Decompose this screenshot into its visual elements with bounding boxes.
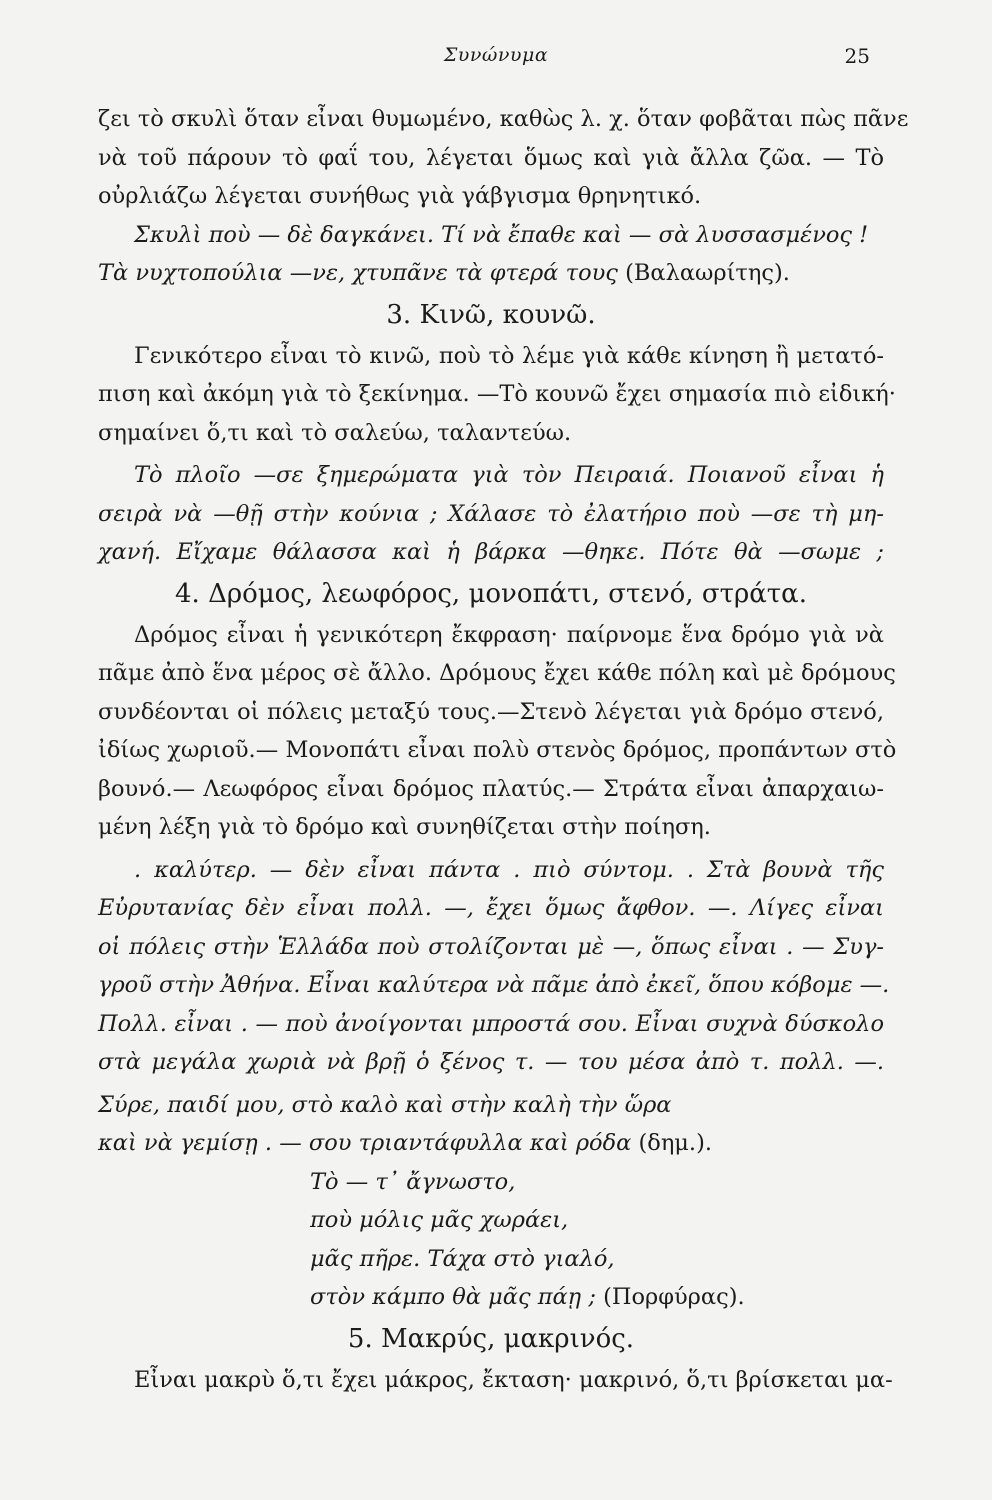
section-heading-5: 5. Μακρύς, μακρινός. — [347, 1323, 635, 1354]
example-line: Πολλ. εἶναι . — ποὺ ἀνοίγονται μπροστά σου. Εἶναι συχνὰ δύσκολο — [98, 1010, 884, 1037]
poem-text: καὶ νὰ γεμίσῃ . — σου τριαντάφυλλα καὶ ρόδα — [98, 1130, 632, 1156]
poem-source: (δημ.). — [638, 1130, 713, 1156]
section-heading-3: 3. Κινῶ, κουνῶ. — [386, 299, 596, 330]
text-line: συνδέονται οἱ πόλεις μεταξύ τους.—Στενὸ λέγεται γιὰ δρόμο στενό, — [98, 698, 884, 725]
poem-line: Σύρε, παιδί μου, στὸ καλὸ καὶ στὴν καλὴ τὴν ὥρα — [98, 1091, 672, 1118]
poem-line: μᾶς πῆρε. Τάχα στὸ γιαλό, — [310, 1245, 615, 1272]
text-line: ζει τὸ σκυλὶ ὅταν εἶναι θυμωμένο, καθὼς λ. χ. ὅταν φοβᾶται πὼς πᾶνε — [98, 106, 909, 132]
text-line: Εἶναι μακρὺ ὅ,τι ἔχει μάκρος, ἔκταση· μακρινό, ὅ,τι βρίσκεται μα- — [134, 1366, 893, 1393]
running-head — [0, 44, 992, 84]
poem-line: ποὺ μόλις μᾶς χωράει, — [310, 1207, 569, 1233]
running-title: Συνώνυμα — [443, 44, 549, 66]
example-text: Τὰ νυχτοπούλια —νε, χτυπᾶνε τὰ φτερά τους — [98, 260, 618, 286]
example-line: Τὸ πλοῖο —σε ξημερώματα γιὰ τὸν Πειραιά. Ποιανοῦ εἶναι ἡ — [134, 462, 884, 488]
example-line: γροῦ στὴν Ἀθήνα. Εἶναι καλύτερα νὰ πᾶμε ἀπὸ ἐκεῖ, ὅπου κόβομε —. — [98, 972, 890, 998]
body-text — [98, 100, 909, 1399]
example-line: σειρὰ νὰ —θῇ στὴν κούνια ; Χάλασε τὸ ἐλατήριο ποὺ —σε τὴ μη- — [98, 500, 884, 527]
poem-text: στὸν κάμπο θὰ μᾶς πάῃ ; — [310, 1284, 596, 1310]
example-line: στὰ μεγάλα χωριὰ νὰ βρῇ ὁ ξένος τ. — του μέσα ἀπὸ τ. πολλ. —. — [98, 1049, 884, 1075]
text-line: Δρόμος εἶναι ἡ γενικότερη ἔκφραση· παίρνομε ἕνα δρόμο γιὰ νὰ — [134, 621, 884, 648]
text-line: βουνό.— Λεωφόρος εἶναι δρόμος πλατύς.— Στράτα εἶναι ἀπαρχαιω- — [98, 775, 884, 802]
example-line: οἱ πόλεις στὴν Ἑλλάδα ποὺ στολίζονται μὲ —, ὅπως εἶναι . — Συγ- — [98, 933, 884, 960]
text-line: νὰ τοῦ πάρουν τὸ φαΐ του, λέγεται ὅμως καὶ γιὰ ἄλλα ζῶα. — Τὸ — [98, 144, 884, 171]
example-line: . καλύτερ. — δὲν εἶναι πάντα . πιὸ σύντομ. . Στὰ βουνὰ τῆς — [134, 856, 884, 883]
text-line: μένη λέξη γιὰ τὸ δρόμο καὶ συνηθίζεται στὴν ποίηση. — [98, 814, 711, 840]
poem-source: (Πορφύρας). — [603, 1284, 745, 1310]
poem-line — [98, 1278, 884, 1317]
text-line: πιση καὶ ἀκόμη γιὰ τὸ ξεκίνημα. —Τὸ κουνῶ ἔχει σημασία πιὸ εἰδική· — [98, 381, 896, 407]
poem-line: Τὸ — τ᾿ ἄγνωστο, — [310, 1168, 516, 1195]
example-line: Σκυλὶ ποὺ — δὲ δαγκάνει. Τί νὰ ἔπαθε καὶ — σὰ λυσσασμένος ! — [134, 221, 869, 248]
section-heading-4: 4. Δρόμος, λεωφόρος, μονοπάτι, στενό, στράτα. — [175, 578, 807, 609]
text-line: Γενικότερο εἶναι τὸ κινῶ, ποὺ τὸ λέμε γιὰ κάθε κίνηση ἢ μετατό- — [134, 342, 884, 369]
text-line: ἰδίως χωριοῦ.— Μονοπάτι εἶναι πολὺ στενὸς δρόμος, προπάντων στὸ — [98, 737, 897, 763]
text-line: οὐρλιάζω λέγεται συνήθως γιὰ γάβγισμα θρηνητικό. — [98, 183, 702, 209]
example-line: χανή. Εἴχαμε θάλασσα καὶ ἡ βάρκα —θηκε. Πότε θὰ —σωμε ; — [98, 539, 884, 565]
example-source: (Βαλαωρίτης). — [625, 260, 790, 286]
poem-line — [98, 1124, 884, 1163]
text-line: πᾶμε ἀπὸ ἕνα μέρος σὲ ἄλλο. Δρόμους ἔχει κάθε πόλη καὶ μὲ δρόμους — [98, 660, 896, 686]
text-line: σημαίνει ὅ,τι καὶ τὸ σαλεύω, ταλαντεύω. — [98, 419, 572, 446]
example-line — [98, 254, 884, 293]
page-number: 25 — [844, 44, 870, 68]
example-line: Εὐρυτανίας δὲν εἶναι πολλ. —, ἔχει ὅμως ἄφθον. —. Λίγες εἶναι — [98, 895, 884, 921]
